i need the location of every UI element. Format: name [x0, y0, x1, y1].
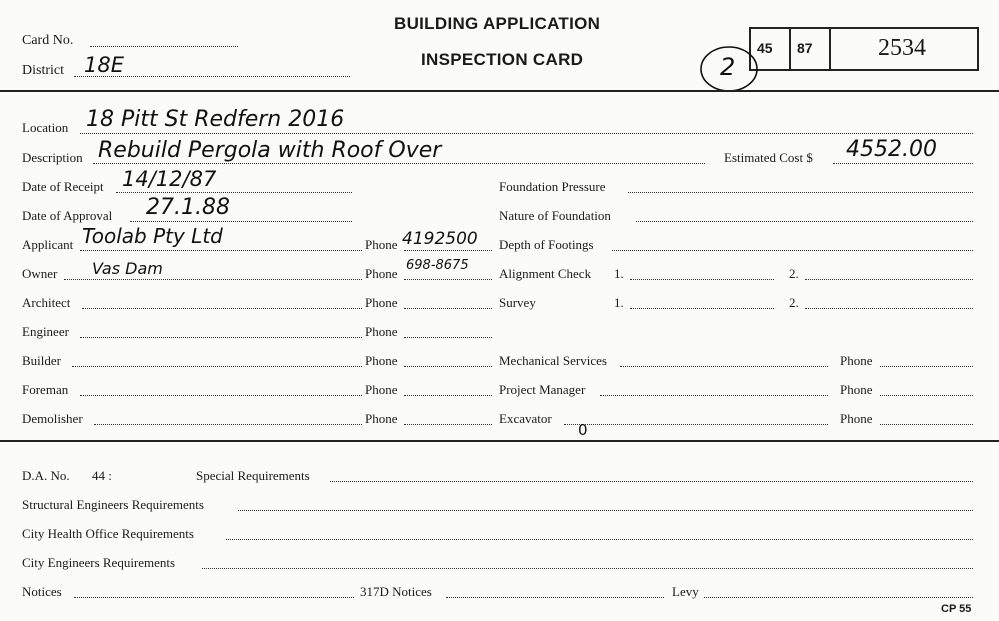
engineer-field[interactable] [80, 337, 362, 338]
alignment-check-label: Alignment Check [499, 266, 592, 281]
description-value: Rebuild Pergola with Roof Over [98, 138, 442, 163]
estimated-cost-value: 4552.00 [846, 137, 937, 162]
applicant-label: Applicant [22, 237, 74, 252]
location-label: Location [22, 120, 69, 135]
header-divider [0, 90, 999, 92]
excavator-value: 0 [578, 421, 588, 439]
special-requirements-label: Special Requirements [196, 468, 310, 483]
form-code: CP 55 [941, 603, 972, 615]
foreman-field[interactable] [80, 395, 362, 396]
architect-field[interactable] [82, 308, 362, 309]
excavator-phone-field[interactable] [880, 424, 973, 425]
survey-1-label: 1. [614, 295, 624, 310]
project-manager-phone-field[interactable] [880, 395, 973, 396]
demolisher-label: Demolisher [22, 411, 83, 426]
excavator-phone-label: Phone [840, 411, 873, 426]
district-label: District [22, 63, 64, 78]
project-manager-label: Project Manager [499, 382, 586, 397]
foundation-pressure-label: Foundation Pressure [499, 179, 606, 194]
special-requirements-field[interactable] [330, 481, 973, 482]
location-field[interactable] [80, 133, 973, 134]
form-subtitle: INSPECTION CARD [421, 50, 584, 69]
excavator-label: Excavator [499, 411, 552, 426]
builder-label: Builder [22, 353, 61, 368]
card-no-field[interactable] [90, 46, 238, 47]
survey-2-field[interactable] [805, 308, 973, 309]
description-label: Description [22, 150, 83, 165]
da-no-value: 44 : [92, 468, 112, 483]
date-receipt-field[interactable] [116, 192, 352, 193]
alignment-check-2-field[interactable] [805, 279, 973, 280]
architect-phone-field[interactable] [404, 308, 492, 309]
alignment-check-2-label: 2. [789, 266, 799, 281]
levy-field[interactable] [704, 597, 973, 598]
foundation-pressure-field[interactable] [628, 192, 973, 193]
date-approval-value: 27.1.88 [146, 195, 230, 220]
applicant-phone-value: 4192500 [402, 229, 478, 249]
owner-phone-label: Phone [365, 266, 398, 281]
ref-box-3-text: 2534 [878, 35, 926, 61]
survey-label: Survey [499, 295, 536, 310]
owner-phone-value: 698-8675 [406, 258, 469, 273]
notices-field[interactable] [74, 597, 354, 598]
date-receipt-label: Date of Receipt [22, 179, 104, 194]
nature-foundation-field[interactable] [636, 221, 973, 222]
levy-label: Levy [672, 584, 699, 599]
excavator-field[interactable] [564, 424, 828, 425]
alignment-check-1-label: 1. [614, 266, 624, 281]
city-engineers-field[interactable] [202, 568, 973, 569]
applicant-phone-field[interactable] [404, 250, 492, 251]
card-no-label: Card No. [22, 33, 74, 48]
survey-2-label: 2. [789, 295, 799, 310]
structural-field[interactable] [238, 510, 973, 511]
city-engineers-label: City Engineers Requirements [22, 555, 176, 570]
demolisher-phone-label: Phone [365, 411, 398, 426]
depth-footings-field[interactable] [612, 250, 973, 251]
form-title: BUILDING APPLICATION [394, 14, 601, 33]
estimated-cost-field[interactable] [833, 163, 973, 164]
architect-label: Architect [22, 295, 71, 310]
engineer-label: Engineer [22, 324, 69, 339]
description-field[interactable] [93, 163, 705, 164]
notices-317d-label: 317D Notices [360, 584, 432, 599]
date-approval-label: Date of Approval [22, 208, 113, 223]
ref-box-2-text: 87 [797, 40, 813, 56]
demolisher-field[interactable] [94, 424, 362, 425]
project-manager-field[interactable] [600, 395, 828, 396]
owner-phone-field[interactable] [404, 279, 492, 280]
foreman-phone-field[interactable] [404, 395, 492, 396]
ref-box-1-text: 45 [757, 40, 773, 56]
health-label: City Health Office Requirements [22, 526, 194, 541]
date-approval-field[interactable] [130, 221, 352, 222]
survey-1-field[interactable] [630, 308, 774, 309]
builder-phone-label: Phone [365, 353, 398, 368]
engineer-phone-field[interactable] [404, 337, 492, 338]
owner-label: Owner [22, 266, 58, 281]
builder-phone-field[interactable] [404, 366, 492, 367]
engineer-phone-label: Phone [365, 324, 398, 339]
applicant-value: Toolab Pty Ltd [82, 224, 223, 248]
structural-label: Structural Engineers Requirements [22, 497, 204, 512]
alignment-check-1-field[interactable] [630, 279, 774, 280]
da-no-label: D.A. No. [22, 468, 70, 483]
circled-mark-text: 2 [720, 53, 736, 81]
foreman-label: Foreman [22, 382, 69, 397]
project-manager-phone-label: Phone [840, 382, 873, 397]
section-divider [0, 440, 999, 442]
architect-phone-label: Phone [365, 295, 398, 310]
demolisher-phone-field[interactable] [404, 424, 492, 425]
mechanical-services-field[interactable] [620, 366, 828, 367]
estimated-cost-label: Estimated Cost $ [724, 150, 813, 165]
notices-317d-field[interactable] [446, 597, 664, 598]
foreman-phone-label: Phone [365, 382, 398, 397]
mechanical-phone-label: Phone [840, 353, 873, 368]
health-field[interactable] [226, 539, 973, 540]
depth-footings-label: Depth of Footings [499, 237, 594, 252]
notices-label: Notices [22, 584, 62, 599]
nature-foundation-label: Nature of Foundation [499, 208, 611, 223]
applicant-field[interactable] [80, 250, 362, 251]
builder-field[interactable] [72, 366, 362, 367]
mechanical-services-label: Mechanical Services [499, 353, 607, 368]
owner-field[interactable] [64, 279, 362, 280]
district-value: 18E [84, 53, 124, 77]
owner-value: Vas Dam [92, 259, 163, 278]
location-value: 18 Pitt St Redfern 2016 [86, 107, 345, 132]
applicant-phone-label: Phone [365, 237, 398, 252]
mechanical-phone-field[interactable] [880, 366, 973, 367]
date-receipt-value: 14/12/87 [122, 167, 217, 191]
